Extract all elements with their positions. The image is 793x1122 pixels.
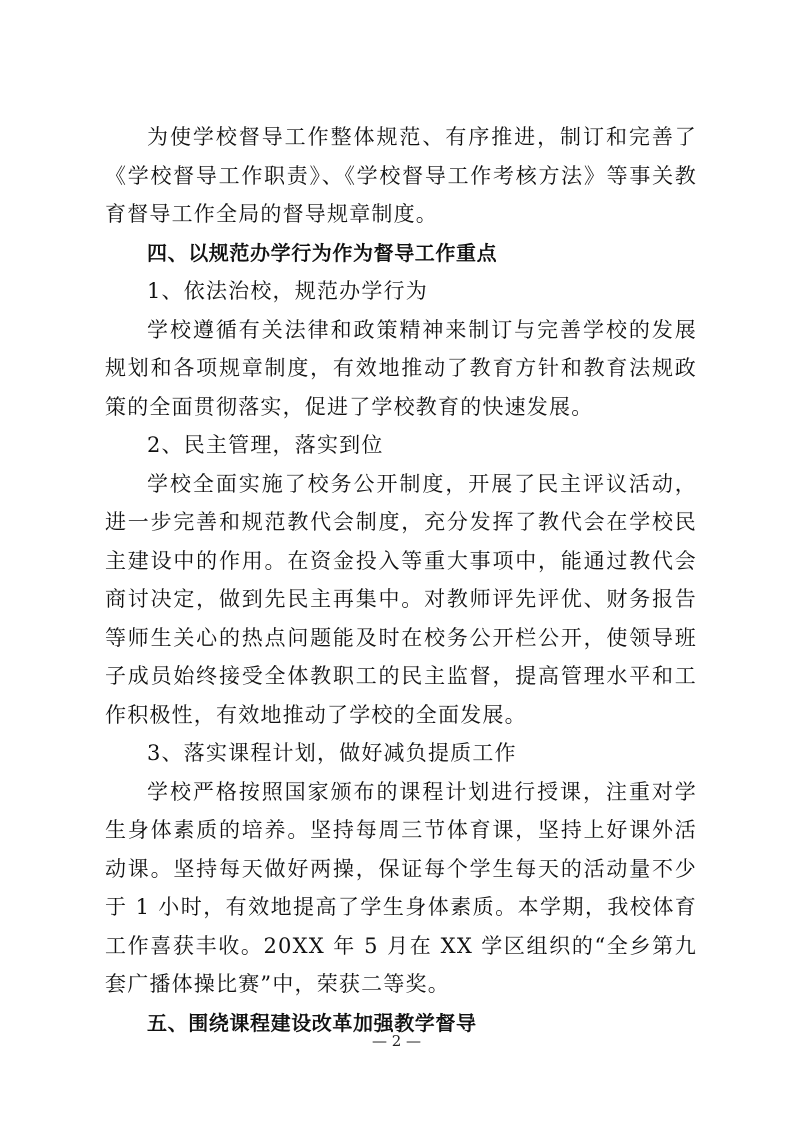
paragraph-regulations: 为使学校督导工作整体规范、有序推进，制订和完善了《学校督导工作职责》、《学校督导工作考核方法》等事关教育督导工作全局的督导规章制度。 xyxy=(105,125,697,226)
subheading-1: 1、依法治校，规范办学行为 xyxy=(147,279,428,303)
section-heading-5: 五、围绕课程建设改革加强教学督导 xyxy=(147,1010,477,1035)
page-number: — 2 — xyxy=(371,1032,422,1050)
paragraph-democratic-management: 学校全面实施了校务公开制度，开展了民主评议活动，进一步完善和规范教代会制度，充分发挥了教代会在学校民主建设中的作用。在资金投入等重大事项中，能通过教代会商讨决定，做到先民主再集中。对教师评先评优、财务报告等师生关心的热点问题能及时在校务公开栏公开，使领导班子成员始终接受全体教职工的民主监督，提高管理水平和工作积极性，有效地推动了学校的全面发展。 xyxy=(105,471,697,727)
section-heading-4: 四、以规范办学行为作为督导工作重点 xyxy=(147,240,498,265)
subheading-3: 3、落实课程计划，做好减负提质工作 xyxy=(147,741,517,765)
paragraph-curriculum-plan: 学校严格按照国家颁布的课程计划进行授课，注重对学生身体素质的培养。坚持每周三节体育课，坚持上好课外活动课。坚持每天做好两操，保证每个学生每天的活动量不少于 1 小时，有效地提高了学生身体素质。本学期，我校体育工作喜获丰收。20XX 年 5 月在 XX 学区组织的“全乡第九套广播体操比赛”中，荣获二等奖。 xyxy=(105,779,697,996)
subheading-2: 2、民主管理，落实到位 xyxy=(147,433,384,457)
paragraph-rule-of-law: 学校遵循有关法律和政策精神来制订与完善学校的发展规划和各项规章制度，有效地推动了教育方针和教育法规政策的全面贯彻落实，促进了学校教育的快速发展。 xyxy=(105,317,697,419)
